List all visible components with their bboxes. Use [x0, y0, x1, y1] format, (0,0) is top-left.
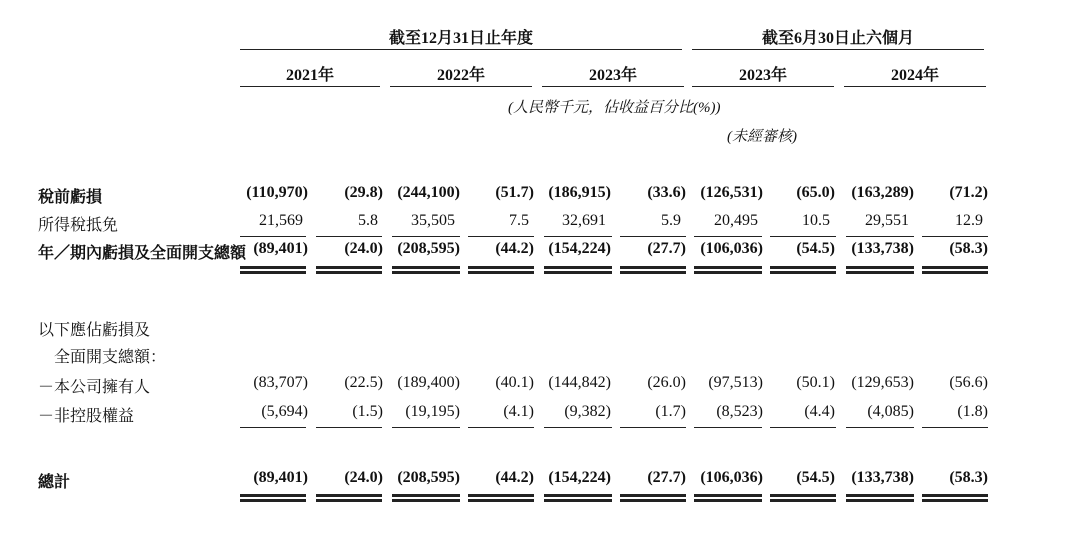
- year-2023-header: 2023年: [588, 67, 637, 84]
- total-double-rule: [316, 494, 382, 502]
- cell-total-loss: (44.2): [495, 240, 534, 257]
- cell-tax-credit: 10.5: [802, 212, 830, 229]
- total-double-rule: [620, 266, 686, 274]
- cell-nci: (5,694): [261, 403, 308, 420]
- cell-tax-credit: 35,505: [411, 212, 455, 229]
- subtotal-rule: [240, 236, 306, 237]
- cell-loss-before-tax: (71.2): [949, 184, 988, 201]
- subtotal-rule: [770, 427, 836, 428]
- cell-owners: (129,653): [851, 374, 914, 391]
- cell-owners: (50.1): [796, 374, 835, 391]
- cell-tax-credit: 12.9: [955, 212, 983, 229]
- year-rule: [692, 86, 834, 87]
- total-double-rule: [770, 266, 836, 274]
- period-half-rule: [692, 49, 984, 50]
- subtotal-rule: [468, 236, 534, 237]
- cell-nci: (4,085): [867, 403, 914, 420]
- cell-owners: (189,400): [397, 374, 460, 391]
- total-double-rule: [770, 494, 836, 502]
- label-loss-before-tax: 稅前虧損: [38, 189, 103, 206]
- cell-loss-before-tax: (29.8): [344, 184, 383, 201]
- cell-tax-credit: 20,495: [714, 212, 758, 229]
- cell-nci: (4.4): [804, 403, 835, 420]
- cell-loss-before-tax: (244,100): [397, 184, 460, 201]
- cell-total-loss: (54.5): [796, 240, 835, 257]
- subtotal-rule: [922, 427, 988, 428]
- total-double-rule: [392, 494, 460, 502]
- cell-owners: (40.1): [495, 374, 534, 391]
- total-double-rule: [620, 494, 686, 502]
- cell-tax-credit: 5.9: [661, 212, 681, 229]
- cell-nci: (1.7): [655, 403, 686, 420]
- subtotal-rule: [620, 236, 686, 237]
- cell-total-loss: (133,738): [851, 240, 914, 257]
- total-double-rule: [694, 266, 762, 274]
- cell-total-loss: (58.3): [949, 240, 988, 257]
- cell-owners: (97,513): [708, 374, 763, 391]
- unit-note: (人民幣千元，佔收益百分比(%)): [508, 100, 721, 116]
- cell-owners: (83,707): [253, 374, 308, 391]
- year-2024-half-header: 2024年: [890, 67, 939, 84]
- cell-loss-before-tax: (65.0): [796, 184, 835, 201]
- total-double-rule: [544, 494, 612, 502]
- cell-tax-credit: 29,551: [865, 212, 909, 229]
- subtotal-rule: [468, 427, 534, 428]
- cell-total-loss: (208,595): [397, 240, 460, 257]
- cell-loss-before-tax: (186,915): [548, 184, 611, 201]
- cell-loss-before-tax: (163,289): [851, 184, 914, 201]
- subtotal-rule: [620, 427, 686, 428]
- cell-loss-before-tax: (110,970): [246, 184, 308, 201]
- label-total-loss: 年／期內虧損及全面開支總額: [38, 245, 247, 262]
- subtotal-rule: [544, 236, 612, 237]
- subtotal-rule: [544, 427, 612, 428]
- total-double-rule: [694, 494, 762, 502]
- label-grand-total: 總計: [38, 474, 71, 491]
- period-annual-rule: [240, 49, 682, 50]
- subtotal-rule: [316, 427, 382, 428]
- cell-nci: (9,382): [564, 403, 611, 420]
- total-double-rule: [468, 494, 534, 502]
- label-tax-credit: 所得稅抵免: [38, 217, 119, 234]
- total-double-rule: [922, 494, 988, 502]
- subtotal-rule: [392, 236, 460, 237]
- cell-grand-total: (133,738): [851, 469, 914, 486]
- total-double-rule: [392, 266, 460, 274]
- cell-nci: (4.1): [503, 403, 534, 420]
- cell-tax-credit: 21,569: [259, 212, 303, 229]
- cell-tax-credit: 7.5: [509, 212, 529, 229]
- cell-owners: (22.5): [344, 374, 383, 391]
- total-double-rule: [846, 494, 914, 502]
- total-double-rule: [846, 266, 914, 274]
- period-annual-header: 截至12月31日止年度: [388, 30, 533, 47]
- subtotal-rule: [922, 236, 988, 237]
- subtotal-rule: [316, 236, 382, 237]
- cell-nci: (1.5): [352, 403, 383, 420]
- cell-grand-total: (58.3): [949, 469, 988, 486]
- cell-total-loss: (24.0): [344, 240, 383, 257]
- year-rule: [844, 86, 986, 87]
- cell-owners: (144,842): [548, 374, 611, 391]
- cell-total-loss: (27.7): [647, 240, 686, 257]
- subtotal-rule: [846, 427, 914, 428]
- year-2021-header: 2021年: [285, 67, 334, 84]
- cell-tax-credit: 5.8: [358, 212, 378, 229]
- cell-grand-total: (89,401): [253, 469, 308, 486]
- total-double-rule: [316, 266, 382, 274]
- cell-grand-total: (54.5): [796, 469, 835, 486]
- label-attributable-heading: 以下應佔虧損及: [38, 322, 151, 339]
- cell-owners: (56.6): [949, 374, 988, 391]
- cell-loss-before-tax: (33.6): [647, 184, 686, 201]
- year-2023-half-header: 2023年: [738, 67, 787, 84]
- subtotal-rule: [694, 427, 762, 428]
- total-double-rule: [468, 266, 534, 274]
- cell-loss-before-tax: (126,531): [700, 184, 763, 201]
- total-double-rule: [544, 266, 612, 274]
- cell-loss-before-tax: (51.7): [495, 184, 534, 201]
- year-rule: [542, 86, 684, 87]
- cell-tax-credit: 32,691: [562, 212, 606, 229]
- label-attributable-heading-2: 全面開支總額：: [54, 349, 167, 366]
- subtotal-rule: [240, 427, 306, 428]
- label-owners: －本公司擁有人: [38, 379, 151, 396]
- cell-grand-total: (106,036): [700, 469, 763, 486]
- year-2022-header: 2022年: [436, 67, 485, 84]
- unaudited-note: (未經審核): [727, 129, 797, 145]
- label-nci: －非控股權益: [38, 408, 135, 425]
- period-half-header: 截至6月30日止六個月: [761, 30, 914, 47]
- total-double-rule: [240, 266, 306, 274]
- cell-nci: (19,195): [405, 403, 460, 420]
- cell-nci: (1.8): [957, 403, 988, 420]
- subtotal-rule: [694, 236, 762, 237]
- cell-grand-total: (44.2): [495, 469, 534, 486]
- year-rule: [390, 86, 532, 87]
- cell-total-loss: (154,224): [548, 240, 611, 257]
- cell-nci: (8,523): [716, 403, 763, 420]
- subtotal-rule: [846, 236, 914, 237]
- total-double-rule: [922, 266, 988, 274]
- subtotal-rule: [392, 427, 460, 428]
- cell-grand-total: (154,224): [548, 469, 611, 486]
- subtotal-rule: [770, 236, 836, 237]
- cell-owners: (26.0): [647, 374, 686, 391]
- total-double-rule: [240, 494, 306, 502]
- year-rule: [240, 86, 380, 87]
- cell-grand-total: (27.7): [647, 469, 686, 486]
- cell-grand-total: (208,595): [397, 469, 460, 486]
- cell-grand-total: (24.0): [344, 469, 383, 486]
- cell-total-loss: (89,401): [253, 240, 308, 257]
- cell-total-loss: (106,036): [700, 240, 763, 257]
